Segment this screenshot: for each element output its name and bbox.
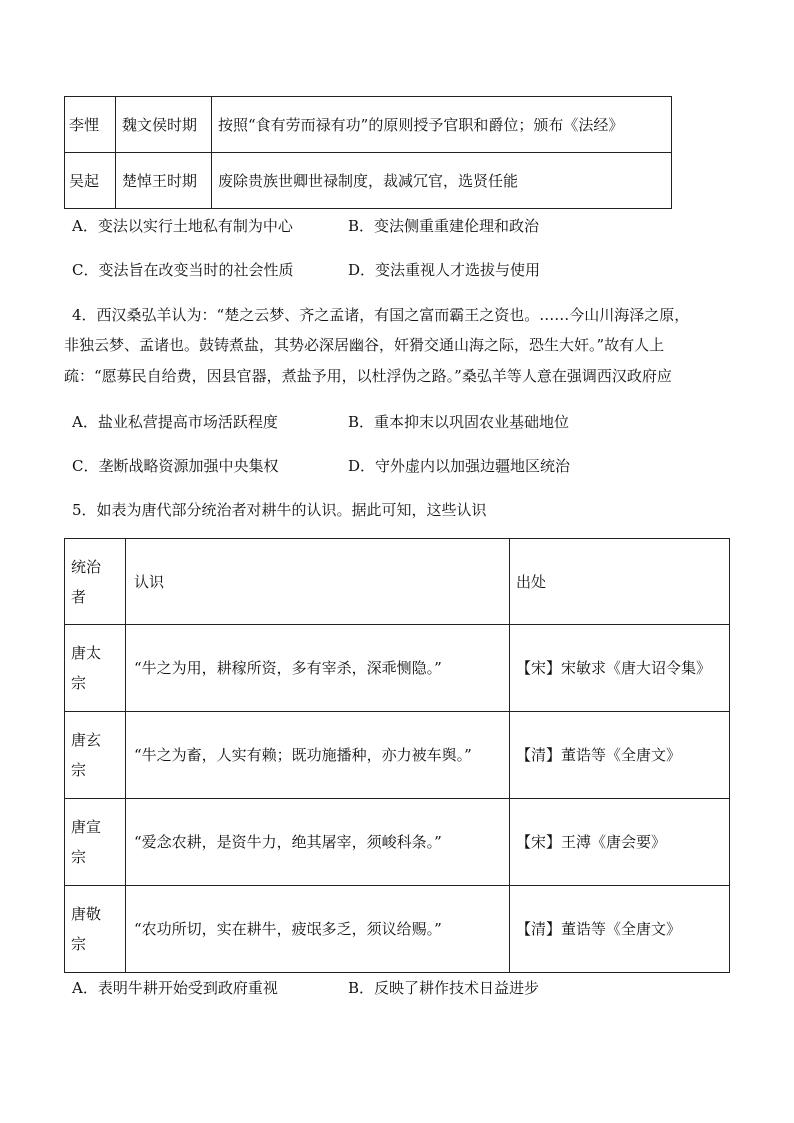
table-cell-period: 魏文侯时期 [116, 97, 212, 153]
table-cell-ruler: 唐太宗 [65, 625, 126, 712]
table-cell-source: 【清】董诰等《全唐文》 [510, 886, 730, 973]
table-cell-period: 楚悼王时期 [116, 153, 212, 209]
table-cell-measure: 按照“食有劳而禄有功”的原则授予官职和爵位；颁布《法经》 [212, 97, 672, 153]
q5-option-a: A．表明牛耕开始受到政府重视 [72, 979, 278, 997]
q3-option-b: B．变法侧重重建伦理和政治 [348, 217, 540, 235]
table-row [65, 625, 730, 712]
table-cell-person: 李悝 [65, 97, 116, 153]
q3-option-d: D．变法重视人才选拔与使用 [348, 261, 541, 279]
table-cell-source: 【宋】王溥《唐会要》 [510, 799, 730, 886]
table-cell-view: “爱念农耕，是资牛力，绝其屠宰，须峻科条。” [126, 799, 510, 886]
table-row [65, 97, 672, 153]
table-row [65, 799, 730, 886]
table-cell-person: 吴起 [65, 153, 116, 209]
q4-stem-line-3: 疏：“愿募民自给费，因县官器，煮盐予用，以杜浮伪之路。”桑弘羊等人意在强调西汉政府应 [64, 367, 672, 385]
table-cell-measure: 废除贵族世卿世禄制度，裁减冗官，选贤任能 [212, 153, 672, 209]
ox-table [64, 538, 730, 973]
q4-option-b: B．重本抑末以巩固农业基础地位 [348, 413, 570, 431]
table-cell-view: “牛之为畜，人实有赖；既功施播种，亦力被车舆。” [126, 712, 510, 799]
table-cell-view: “牛之为用，耕稼所资，多有宰杀，深乖恻隐。” [126, 625, 510, 712]
q4-option-c: C．垄断战略资源加强中央集权 [72, 457, 279, 475]
table-cell-ruler: 唐敬宗 [65, 886, 126, 973]
q5-option-b: B．反映了耕作技术日益进步 [348, 979, 540, 997]
q5-stem: 5．如表为唐代部分统治者对耕牛的认识。据此可知，这些认识 [72, 501, 487, 519]
reform-table [64, 96, 672, 209]
table-row [65, 712, 730, 799]
table-cell-ruler: 唐宣宗 [65, 799, 126, 886]
q3-option-c: C．变法旨在改变当时的社会性质 [72, 261, 294, 279]
q4-option-a: A．盐业私营提高市场活跃程度 [72, 413, 278, 431]
header-source: 出处 [510, 539, 730, 625]
table-row [65, 153, 672, 209]
table-cell-view: “农功所切，实在耕牛，疲氓多乏，须议给赐。” [126, 886, 510, 973]
table-header-row [65, 539, 730, 625]
q4-stem-line-2: 非独云梦、孟诸也。鼓铸煮盐，其势必深居幽谷，奸猾交通山海之际，恐生大奸。”故有人上 [64, 336, 665, 354]
table-row [65, 886, 730, 973]
q4-option-d: D．守外虚内以加强边疆地区统治 [348, 457, 571, 475]
q3-option-a: A．变法以实行土地私有制为中心 [72, 217, 293, 235]
table-cell-ruler: 唐玄宗 [65, 712, 126, 799]
table-cell-source: 【清】董诰等《全唐文》 [510, 712, 730, 799]
q4-stem-line-1: 4．西汉桑弘羊认为：“楚之云梦、齐之孟诸，有国之富而霸王之资也。……今山川海泽之原， [72, 306, 690, 324]
header-view: 认识 [126, 539, 510, 625]
header-ruler: 统治者 [65, 539, 126, 625]
table-cell-source: 【宋】宋敏求《唐大诏令集》 [510, 625, 730, 712]
